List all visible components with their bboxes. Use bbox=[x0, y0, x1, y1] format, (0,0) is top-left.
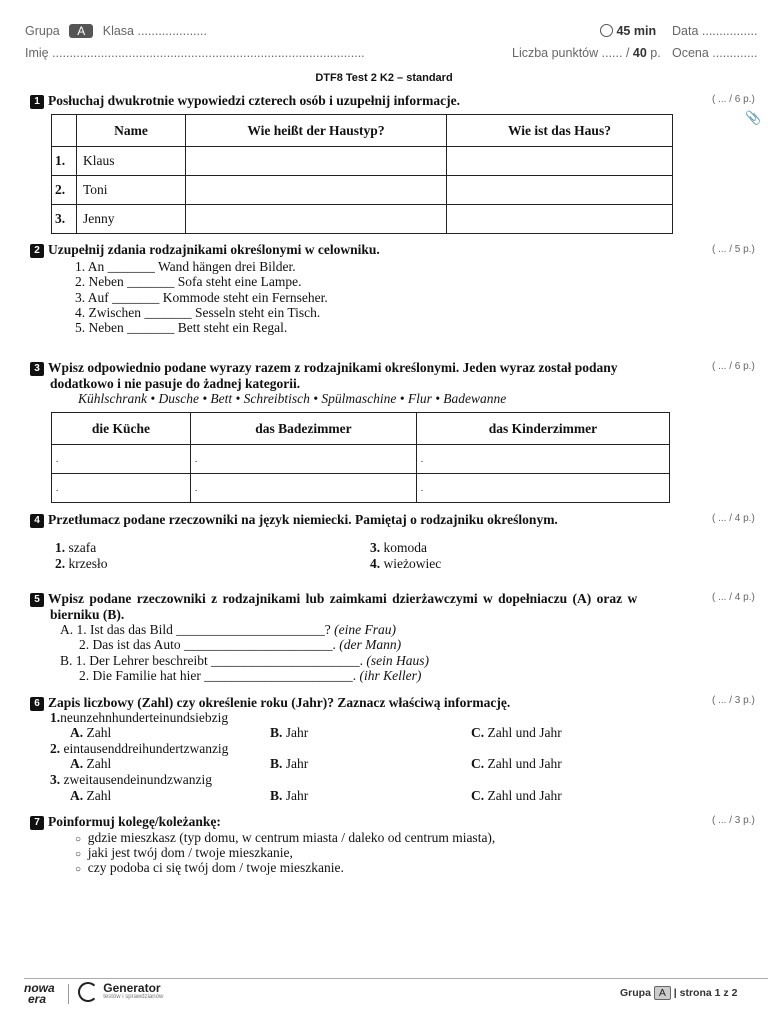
list-item: 2. krzesło bbox=[55, 556, 108, 571]
sentence-line: 3. Auf _______ Kommode steht ein Fernseher. bbox=[75, 290, 328, 305]
answer-cell[interactable]: . bbox=[52, 474, 191, 503]
task1-heading: 1 Posłuchaj dwukrotnie wypowiedzi czterech osób i uzupełnij informacje. bbox=[30, 93, 690, 109]
sentence-line: 2. Die Familie hat hier ______________________. (ihr Keller) bbox=[79, 668, 422, 683]
date-field: Data ................ bbox=[672, 24, 758, 38]
option-a[interactable]: A. Zahl bbox=[70, 725, 112, 740]
group-field: Grupa A Klasa .................... bbox=[25, 24, 207, 38]
time-field: 45 min bbox=[600, 24, 656, 38]
option-c[interactable]: C. Zahl und Jahr bbox=[471, 756, 562, 771]
footer-divider bbox=[24, 978, 768, 979]
group-badge: A bbox=[69, 24, 93, 38]
option-b[interactable]: B. Jahr bbox=[270, 725, 309, 740]
list-item: 4. wieżowiec bbox=[370, 556, 442, 571]
task2-points: ( ... / 5 p.) bbox=[712, 244, 755, 255]
answer-cell[interactable]: . bbox=[416, 474, 669, 503]
sentence-line: 2. Neben _______ Sofa steht eine Lampe. bbox=[75, 274, 302, 289]
task1-table: Name Wie heißt der Haustyp? Wie ist das Haus? 1. Klaus 2. Toni 3. Jenny bbox=[51, 114, 673, 234]
list-item: 2. eintausenddreihundertzwanzig bbox=[50, 741, 229, 756]
option-c[interactable]: C. Zahl und Jahr bbox=[471, 788, 562, 803]
answer-cell[interactable] bbox=[447, 176, 673, 205]
answer-cell[interactable] bbox=[447, 147, 673, 176]
task7-heading: 7 Poinformuj kolegę/koleżankę: bbox=[30, 814, 690, 830]
test-title: DTF8 Test 2 K2 – standard bbox=[315, 72, 453, 84]
task6-heading: 6 Zapis liczbowy (Zahl) czy określenie roku (Jahr)? Zaznacz właściwą informację. bbox=[30, 695, 690, 711]
option-b[interactable]: B. Jahr bbox=[270, 756, 309, 771]
task4-points: ( ... / 4 p.) bbox=[712, 513, 755, 524]
answer-cell[interactable] bbox=[447, 205, 673, 234]
option-c[interactable]: C. Zahl und Jahr bbox=[471, 725, 562, 740]
option-a[interactable]: A. Zahl bbox=[70, 788, 112, 803]
task1-points: ( ... / 6 p.) bbox=[712, 94, 755, 105]
answer-cell[interactable]: . bbox=[190, 474, 416, 503]
logo-divider bbox=[68, 984, 69, 1004]
sentence-line: 4. Zwischen _______ Sesseln steht ein Tisch. bbox=[75, 305, 321, 320]
task3-heading: 3 Wpisz odpowiednio podane wyrazy razem z rodzajnikami określonymi. Jeden wyraz został podany dodatkowo i nie pasuje do żadnej kategorii. bbox=[30, 360, 690, 392]
task6-points: ( ... / 3 p.) bbox=[712, 695, 755, 706]
task3-table: die Küche das Badezimmer das Kinderzimmer . . . . . . bbox=[51, 412, 670, 503]
grade-field: Ocena ............. bbox=[672, 46, 758, 60]
name-field: Imię .......................................................................................... bbox=[25, 46, 365, 60]
sentence-line: 1. An _______ Wand hängen drei Bilder. bbox=[75, 259, 296, 274]
task2-heading: 2 Uzupełnij zdania rodzajnikami określonymi w celowniku. bbox=[30, 242, 690, 258]
task4-heading: 4 Przetłumacz podane rzeczowniki na język niemiecki. Pamiętaj o rodzajniku określonym. bbox=[30, 512, 690, 528]
answer-cell[interactable] bbox=[186, 147, 447, 176]
task3-points: ( ... / 6 p.) bbox=[712, 361, 755, 372]
answer-cell[interactable] bbox=[186, 176, 447, 205]
task5-heading: 5 Wpisz podane rzeczowniki z rodzajnikami lub zaimkami dzierżawczymi w dopełniaczu (A) oraz w bierniku (B). bbox=[30, 591, 690, 623]
word-bank: Kühlschrank • Dusche • Bett • Schreibtisch • Spülmaschine • Flur • Badewanne bbox=[78, 391, 507, 406]
clock-icon bbox=[600, 24, 613, 37]
sentence-line: B. 1. Der Lehrer beschreibt ______________________. (sein Haus) bbox=[60, 653, 429, 668]
list-item: 1.neunzehnhunderteinundsiebzig bbox=[50, 710, 229, 725]
sentence-line: 2. Das ist das Auto ______________________. (der Mann) bbox=[79, 637, 402, 652]
answer-cell[interactable]: . bbox=[190, 445, 416, 474]
task5-points: ( ... / 4 p.) bbox=[712, 592, 755, 603]
paperclip-icon: 📎 bbox=[745, 110, 762, 125]
option-b[interactable]: B. Jahr bbox=[270, 788, 309, 803]
bullet-item: ○ czy podoba ci się twój dom / twoje mieszkanie. bbox=[75, 860, 344, 875]
answer-cell[interactable] bbox=[186, 205, 447, 234]
footer-page-info: Grupa A | strona 1 z 2 bbox=[620, 987, 738, 999]
bullet-item: ○ jaki jest twój dom / twoje mieszkanie, bbox=[75, 845, 293, 860]
task7-points: ( ... / 3 p.) bbox=[712, 815, 755, 826]
list-item: 1. szafa bbox=[55, 540, 97, 555]
option-a[interactable]: A. Zahl bbox=[70, 756, 112, 771]
points-field: Liczba punktów ...... / 40 p. bbox=[512, 46, 661, 60]
bullet-item: ○ gdzie mieszkasz (typ domu, w centrum miasta / daleko od centrum miasta), bbox=[75, 830, 496, 845]
list-item: 3. komoda bbox=[370, 540, 427, 555]
generator-logo: Generator testów i sprawdzianów bbox=[78, 982, 163, 1002]
sentence-line: A. 1. Ist das das Bild ______________________? (eine Frau) bbox=[60, 622, 396, 637]
answer-cell[interactable]: . bbox=[52, 445, 191, 474]
list-item: 3. zweitausendeinundzwanzig bbox=[50, 772, 212, 787]
g-logo-icon bbox=[78, 982, 98, 1002]
sentence-line: 5. Neben _______ Bett steht ein Regal. bbox=[75, 320, 288, 335]
answer-cell[interactable]: . bbox=[416, 445, 669, 474]
nowa-era-logo: nowa era bbox=[24, 981, 55, 1006]
